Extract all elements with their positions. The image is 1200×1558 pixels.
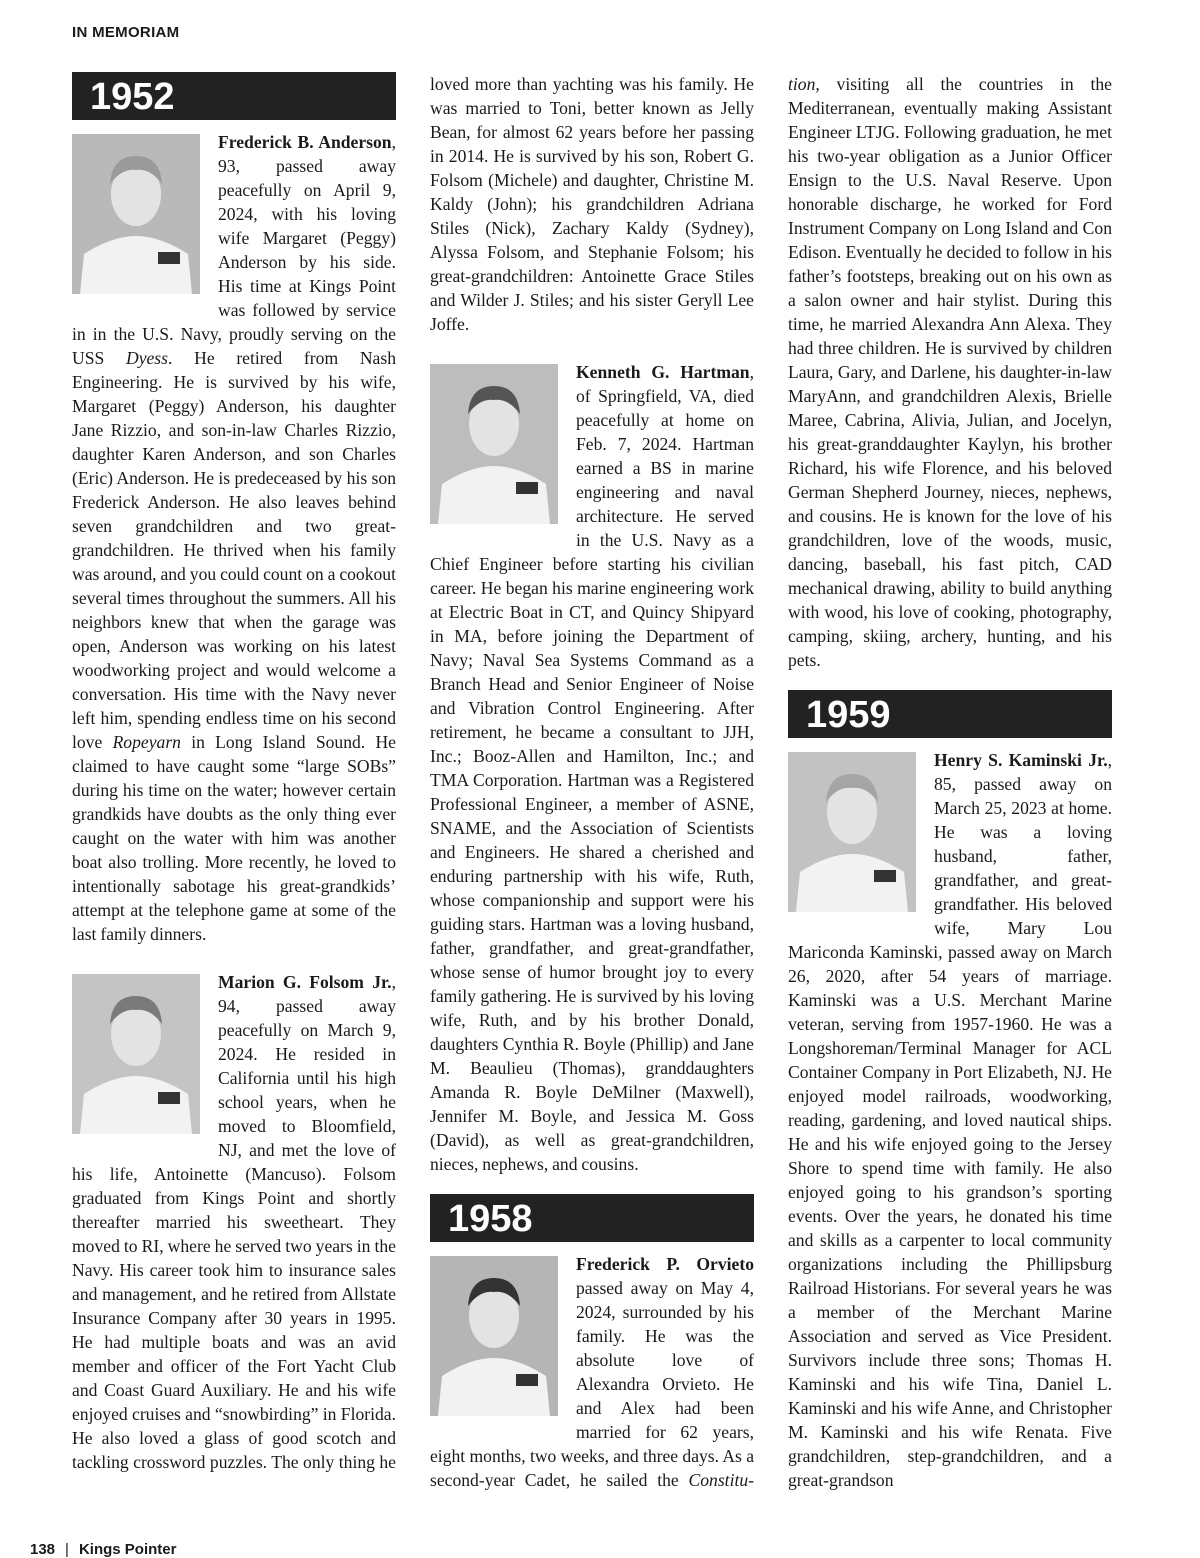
portrait-photo-kaminski [788, 752, 916, 912]
obituary-hartman: Kenneth G. Hartman, of Springfield, VA, died peacefully at home on Feb. 7, 2024. Hartman earned a BS in marine engineering and naval architecture. He served in the U.S. Navy as a Chief Engineer before starting his civilian career. He began his marine engineering work at Electric Boat in CT, and Quincy Shipyard in MA, before joining the Department of Navy; Naval Sea Systems Command as a Branch Head and Senior Engineer of Noise and Vibration Control Engineering. After retirement, he became a consultant to JJH, Inc.; Booz-Allen and Hamilton, Inc.; and TMA Corporation. Hartman was a Registered Professional Engineer, a member of ASNE, SNAME, and the Association of Scientists and Engineers. He shared a cherished and enduring partnership with his wife, Ruth, whose companionship and support were his guiding stars. Hartman was a loving husband, father, grandfather, and great-grandfather, whose sense of humor brought joy to every family gathering. He is survived by his loving wife, Ruth, and by his brother Donald, daughters Cynthia R. Boyle (Phillip) and Jane M. Beaulieu (Thomas), granddaughters Amanda R. Boyle DeMilner (Maxwell), Jennifer M. Boyle, and Jessica M. Goss (David), as well as great-grandchildren, nieces, nephews, and cousins. [430, 362, 754, 1174]
portrait-photo-anderson [72, 134, 200, 294]
class-year-banner-1958: 1958 [430, 1194, 754, 1242]
ship-name: Dyess [125, 348, 169, 368]
decedent-name: Kenneth G. Hartman [576, 362, 750, 382]
obituary-kaminski: Henry S. Kaminski Jr., 85, passed away on March 25, 2023 at home. He was a loving husband, father, grandfather, and great-grandfather. His beloved wife, Mary Lou Mariconda Kaminski, passed away on March 26, 2020, after 54 years of marriage. Kaminski was a U.S. Merchant Marine veteran, serving from 1957-1960. He was a Longshoreman/Terminal Manager for ACL Container Company in Port Elizabeth, NJ. He enjoyed model railroads, woodworking, reading, gardening, and loved nautical ships. He and his wife enjoyed going to the Jersey Shore to spend time with family. He also enjoyed going to his grandson’s sporting events. Over the years, he donated his time and skills as a carpenter to local community organizations including the Phillipsburg Railroad Historians. For several years he was a member of the Merchant Marine Association and served as Vice President. Survivors include three sons; Thomas H. Kaminski and his wife Tina, Daniel L. Kaminski and his wife Anne, and Christopher M. Kaminski and his wife Renata. Five grandchildren, step-grandchildren, and a great-grandson [788, 750, 1112, 1490]
page-footer [30, 1541, 176, 1558]
decedent-name: Marion G. Folsom Jr. [218, 972, 392, 992]
publication-name: Kings Pointer [78, 1541, 177, 1558]
ship-name: Constitu- [688, 1470, 754, 1490]
portrait-photo-folsom [72, 974, 200, 1134]
footer-separator: | [65, 1541, 69, 1558]
class-year-banner-1952: 1952 [72, 72, 396, 120]
decedent-name: Frederick B. Anderson [218, 132, 392, 152]
boat-name: Ropeyarn [112, 732, 181, 752]
decedent-name: Henry S. Kaminski Jr. [934, 750, 1108, 770]
decedent-name: Frederick P. Orvieto [576, 1254, 754, 1274]
article-body [72, 72, 1112, 1492]
portrait-photo-hartman [430, 364, 558, 524]
obituary-anderson: Frederick B. Anderson, 93, passed away peacefully on April 9, 2024, with his loving wife Margaret (Peggy) Anderson by his side. His time at Kings Point was followed by service in in the U.S. Navy, proudly serving on the USS Dyess. He retired from Nash Engineering. He is survived by his wife, Margaret (Peggy) Anderson, his daughter Jane Rizzio, and son-in-law Charles Rizzio, daughter Karen Anderson, and son Charles (Eric) Anderson. He is predeceased by his son Frederick Anderson. He also leaves behind seven grandchildren and two great-grandchildren. He thrived when his family was around, and you could count on a cookout several times throughout the summers. All his neighbors knew that when the garage was open, Anderson was working on his latest woodworking project and would welcome a conversation. His time with the Navy never left him, spending endless time on his second love Ropeyarn in Long Island Sound. He claimed to have caught some “large SOBs” during his time on the water; however certain grandkids have doubts as the only thing ever caught on the water with him was another boat also trolling. More recently, he loved to intentionally sabotage his great-grandkids’ attempt at the telephone game at some of the last family dinners. [72, 132, 396, 944]
portrait-photo-orvieto [430, 1256, 558, 1416]
section-label: IN MEMORIAM [72, 24, 180, 41]
ship-name: tion, [788, 74, 820, 94]
obituary-orvieto: Frederick P. Orvieto passed away on May 4, 2024, surrounded by his family. He was the absolute love of Alexandra Orvieto. He and Alex had been married for 62 years, eight months, two weeks, and three days. As a second-year Cadet, he sailed the Constitu- tion, visiting all the countries in the Mediterranean, eventually making Assistant Engineer LTJG. Following graduation, he met his two-year obligation as a Junior Officer Ensign to the U.S. Naval Reserve. Upon honorable discharge, he worked for Ford Instrument Company on Long Island and Con Edison. Eventually he decided to follow in his father’s footsteps, breaking out on his own as a salon owner and hair stylist. During this time, he married Alexandra Ann Alexa. They had three children. He is survived by children Laura, Gary, and Darlene, his daughter-in-law MaryAnn, and grandchildren Alexis, Brielle Maree, Cabrina, Alivia, Julian, and Jocelyn, his great-granddaughter Kaylyn, his brother Richard, his wife Florence, and his beloved German Shepherd Journey, nieces, nephews, and cousins. He is known for the love of his grandchildren, love of the woods, music, dancing, baseball, his fast pitch, CAD mechanical drawing, ability to build anything with wood, his love of cooking, photography, camping, skiing, archery, hunting, and his pets. [430, 74, 1112, 1490]
class-year-banner-1959: 1959 [788, 690, 1112, 738]
page-number: 138 [30, 1541, 56, 1558]
obituary-folsom: Marion G. Folsom Jr., 94, passed away peacefully on March 9, 2024. He resided in California until his high school years, when he moved to Bloomfield, NJ, and met the love of his life, Antoinette (Mancuso). Folsom graduated from Kings Point and shortly thereafter married his sweetheart. They moved to RI, where he served two years in the Navy. His career took him to insurance sales and management, and he retired from Allstate Insurance Company after 30 years in 1995. He had multiple boats and was an avid member and officer of the Fort Yacht Club and Coast Guard Auxiliary. He and his wife enjoyed cruises and “snowbirding” in Florida. He also loved a glass of good scotch and tackling crossword puzzles. The only thing he loved more than yachting was his family. He was married to Toni, better known as Jelly Bean, for almost 62 years before her passing in 2014. He is survived by his son, Robert G. Folsom (Michele) and daughter, Christine M. Kaldy (John); his grandchildren Adriana Stiles (Nick), Zachary Kaldy (Sydney), Alyssa Folsom, and Stephanie Folsom; his great-grandchildren: Antoinette Grace Stiles and Wilder J. Stiles; and his sister Geryll Lee Joffe. [72, 74, 754, 1472]
